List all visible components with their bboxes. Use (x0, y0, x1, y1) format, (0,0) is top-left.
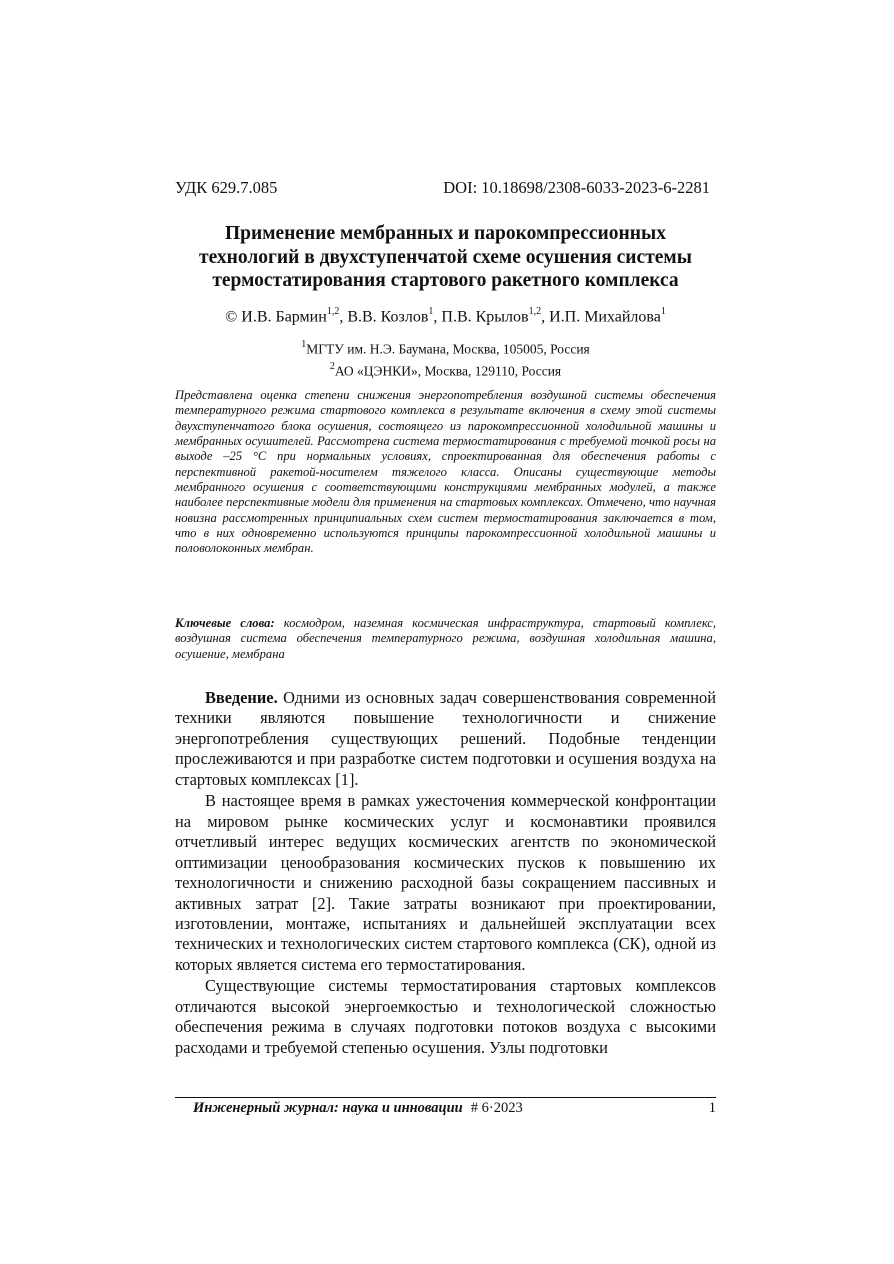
keywords-text: космодром, наземная космическая инфраструктура, стартовый комплекс, воздушная система обеспечения температурного режима, воздушная холодильная машина, осушение, мембрана (175, 616, 716, 661)
paragraph (175, 688, 716, 790)
affiliation-text: МГТУ им. Н.Э. Баумана, Москва, 105005, Россия (306, 341, 590, 357)
header-meta (175, 178, 716, 202)
author-name: И.В. Бармин (241, 308, 327, 326)
udk-code: УДК 629.7.085 (175, 178, 278, 197)
author-name: И.П. Михайлова (549, 308, 661, 326)
copyright-sign: © (225, 308, 238, 326)
journal-title: Инженерный журнал: наука и инновации (193, 1100, 463, 1116)
author-affiliation-mark: 1,2 (326, 306, 340, 317)
doi-link[interactable]: DOI: 10.18698/2308-6033-2023-6-2281 (443, 178, 710, 197)
abstract: Представлена оценка степени снижения энергопотребления воздушной системы обеспечения температурного режима стартового комплекса в результате включения в схему этой системы двухступенчатого блока осушения, состоящего из парокомпрессионной холодильной машины и мембранных осушителей. Рассмотрена система термостатирования с требуемой точкой росы на выходе –25 °C при нормальных условиях, спроектированная для обеспечения работы с перспективной ракетой-носителем тяжелого класса. Описаны существующие методы мембранного осушения с соответствующими конструкциями мембранных модулей, а также наиболее перспективные модели для применения на стартовых комплексах. Отмечено, что научная новизна рассмотренных принципиальных схем систем термостатирования заключается в том, что в них одновременно используются принципы парокомпрессионной холодильной машины и половолоконных мембран. (175, 388, 716, 556)
author-affiliation-mark: 1 (428, 306, 434, 317)
paragraph: Существующие системы термостатирования стартовых комплексов отличаются высокой энергоемкостью и технологической сложностью обеспечения режима в случаях подготовки потоков воздуха с высокими расходами и требуемой степенью осушения. Узлы подготовки (175, 976, 716, 1057)
intro-heading: Введение. (205, 688, 278, 707)
affiliation-mark: 1 (301, 339, 307, 350)
affiliation-line (175, 337, 716, 359)
affiliations (175, 337, 716, 380)
page-footer (175, 1100, 716, 1120)
page-number: 1 (708, 1100, 716, 1116)
author-affiliation-mark: 1 (660, 306, 666, 317)
affiliation-text: АО «ЦЭНКИ», Москва, 129110, Россия (334, 363, 562, 378)
affiliation-line (175, 359, 716, 381)
footer-rule (175, 1097, 716, 1098)
author-name: В.В. Козлов (347, 308, 429, 326)
keywords (175, 616, 716, 662)
author-list: © И.В. Бармин$^{1,2}$, В.В. Козлов$^1$, П.В. Крылов$^{1,2}$, И.П. Михайлова$^1$ (225, 306, 666, 326)
keywords-label: Ключевые слова: (175, 616, 275, 630)
issue-number: # 6·2023 (470, 1100, 523, 1116)
paper-title: Применение мембранных и парокомпрессионных технологий в двухступенчатой схеме осушения системы термостатирования стартового ракетного комплекса (199, 223, 692, 291)
author-name: П.В. Крылов (441, 308, 529, 326)
journal-name (193, 1100, 523, 1117)
body-text (175, 688, 716, 1058)
paragraph: В настоящее время в рамках ужесточения коммерческой конфронтации на мировом рынке космических услуг и космонавтики проявился отчетливый интерес ведущих космических агентств по экономической оптимизации ценообразования космических пусков к повышению их технологичности и снижению расходной базы сокращением пассивных и активных затрат [2]. Такие затраты возникают при проектировании, изготовлении, монтаже, испытаниях и дальнейшей эксплуатации всех технических и технологических систем стартового комплекса (СК), одной из которых является система его термостатирования. (175, 791, 716, 974)
author-affiliation-mark: 1,2 (528, 306, 542, 317)
paragraph-text: Одними из основных задач совершенствования современной техники являются повышение технологичности и снижение энергопотребления существующих решений. Подобные тенденции прослеживаются и при разработке систем подготовки и осушения воздуха на стартовых комплексах [1]. (175, 688, 716, 789)
affiliation-mark: 2 (329, 360, 335, 372)
